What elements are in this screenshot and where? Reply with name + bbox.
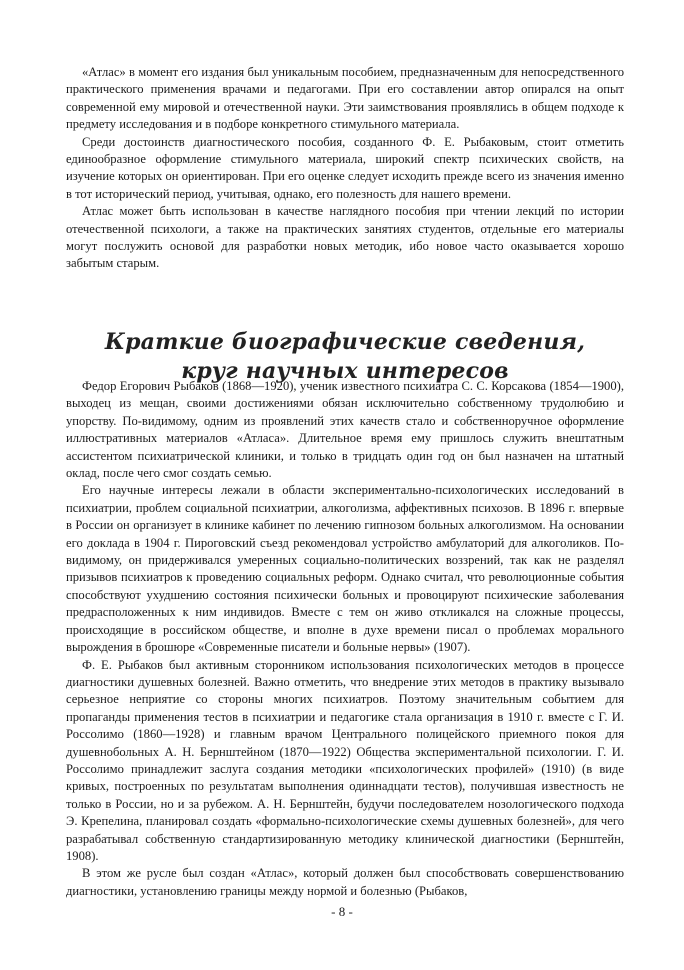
body-paragraph-4: В этом же русле был создан «Атлас», который должен был способствовать совершенствованию диагностики, установлению границы между нормой и болезнью (Рыбаков, (66, 866, 624, 898)
intro-paragraph-1: «Атлас» в момент его издания был уникальным пособием, предназначенным для непосредственного практического применения врачами и педагогами. При его составлении автор опирался на опыт современной ему мировой и отечественной науки. Эти заимствования проявлялись в общем подходе к предмету исследования и в подборе конкретного стимульного материала. (66, 65, 624, 132)
body-paragraph-1: Федор Егорович Рыбаков (1868—1920), ученик известного психиатра С. С. Корсакова (1854—1900), выходец из мещан, своими достижениями обязан исключительно собственному трудолюбию и упорству. По-видимому, одним из проявлений этих качеств стало и собственноручное оформление иллюстративных материалов «Атласа». Длительное время ему пришлось служить внештатным ассистентом психиатрической клиники, и только в тридцать один год он был назначен на штатный оклад, после чего смог создать семью. (66, 379, 624, 481)
section-heading-line-1: Краткие биографические сведения, (104, 329, 586, 356)
intro-paragraph-3: Атлас может быть использован в качестве наглядного пособия при чтении лекций по истории отечественной психологи, а также на практических занятиях студентов, отдельные его материалы могут послужить основой для разработки новых методик, ибо новое часто оказывается хорошо забытым старым. (66, 204, 624, 271)
section-heading-line-2: круг научных интересов (181, 358, 509, 385)
body-paragraph-3: Ф. Е. Рыбаков был активным сторонником использования психологических методов в процессе диагностики душевных болезней. Важно отметить, что внедрение этих методов в практику вызывало серьезное неприятие со стороны многих психиатров. Поэтому значительным событием для пропаганды применения тестов в психиатрии и педагогике стала организация в 1910 г. вместе с Г. И. Россолимо (1860—1928) и главным врачом Центрального полицейского приемного покоя для душевнобольных А. Н. Бернштейном (1870—1922) Общества экспериментальной психологии. Г. И. Россолимо принадлежит заслуга создания методики «психологических профилей» (1910) (в виде кривых, построенных по результатам выполнения одиннадцати тестов), получившая известность не только в России, но и за рубежом. А. Н. Бернштейн, будучи последователем нозологического подхода Э. Крепелина, планировал создать «формально-психологические схемы душевных болезней», для чего разрабатывал собственную стандартизированную методику клинической диагностики (Бернштейн, 1908). (66, 657, 624, 863)
intro-paragraph-2: Среди достоинств диагностического пособия, созданного Ф. Е. Рыбаковым, стоит отметить единообразное оформление стимульного материала, широкий спектр психических свойств, на изучение которых он ориентирован. При его оценке следует исходить прежде всего из значения именно в тот исторический период, учитывая, однако, его полезность для нашего времени. (66, 134, 624, 201)
intro-section (66, 64, 624, 273)
page-number: - 8 - (331, 904, 353, 919)
body-paragraph-2: Его научные интересы лежали в области экспериментально-психологических исследований в психиатрии, проблем социальной психиатрии, алкоголизма, аффективных психозов. В 1896 г. впервые в России он организует в клинике кабинет по лечению гипнозом больных алкоголизмом. На основании его доклада в 1904 г. Пироговский съезд рекомендовал устройство амбулаторий для алкоголиков. По-видимому, он придерживался умеренных социально-политических воззрений, так как не разделял призывов психиатров к проведению социальных реформ. Однако считал, что революционные события способствуют ухудшению состояния психически больных и провоцируют психические заболевания предрасположенных к ним индивидов. Вместе с тем он живо откликался на сложные процессы, происходящие в российском обществе, и вполне в духе времени писал о проблемах морального вырождения в брошюре «Современные писатели и больные нервы» (1907). (66, 483, 624, 655)
biography-section (66, 378, 624, 900)
